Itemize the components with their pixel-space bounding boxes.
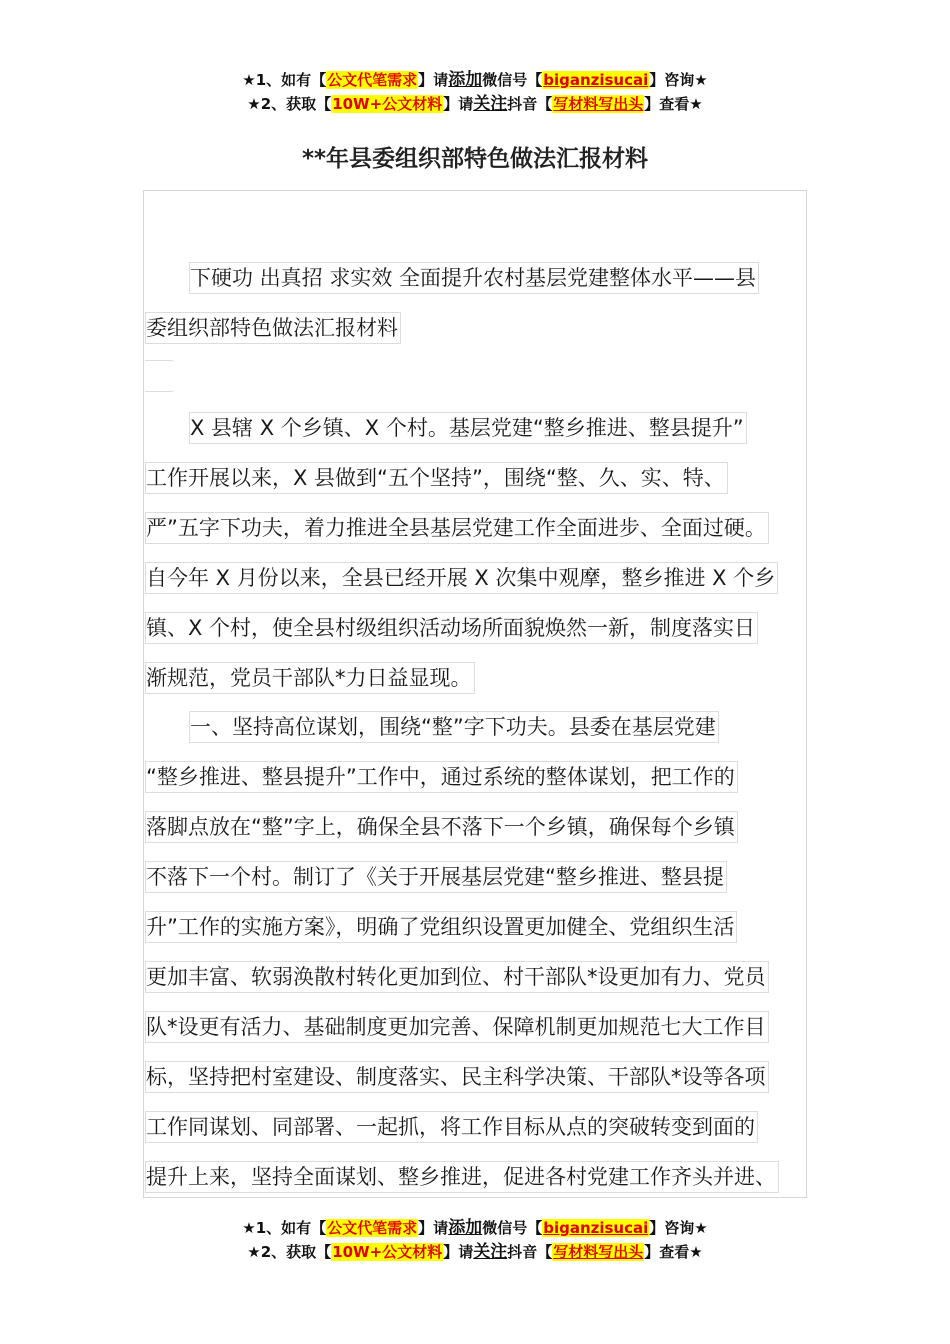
section-1-paragraph [145, 701, 805, 1201]
text-line-content: 更加丰富、软弱涣散村转化更加到位、村干部队*设更加有力、党员 [145, 961, 769, 993]
banner-text: 】请 [443, 95, 474, 113]
banner-text: 】请 [418, 71, 449, 89]
empty-line-marker [145, 360, 173, 392]
text-line [145, 1051, 805, 1101]
text-line-content: 镇、X 个村，使全县村级组织活动场所面貌焕然一新，制度落实日 [145, 612, 758, 644]
text-line-content: 工作同谋划、同部署、一起抓，将工作目标从点的突破转变到面的 [145, 1111, 758, 1143]
banner-text: 微信号【 [482, 71, 543, 89]
text-line-content: 队*设更有活力、基础制度更加完善、保障机制更加规范七大工作目 [145, 1011, 769, 1043]
text-line [145, 1151, 805, 1201]
wechat-id-highlight: biganzisucai [543, 71, 649, 89]
text-line-content: 不落下一个村。制订了《关于开展基层党建“整乡推进、整县提 [145, 861, 727, 893]
text-line-content: 工作开展以来，X 县做到“五个坚持”，围绕“整、久、实、特、 [145, 462, 728, 494]
text-line [145, 1001, 805, 1051]
document-title: **年县委组织部特色做法汇报材料 [301, 146, 649, 172]
text-line-content: 自今年 X 月份以来，全县已经开展 X 次集中观摩，整乡推进 X 个乡 [145, 562, 778, 594]
text-line-content: X 县辖 X 个乡镇、X 个村。基层党建“整乡推进、整县提升” [189, 412, 747, 444]
banner-underlined-text: 关注 [473, 94, 508, 114]
banner-text: 抖音【 [507, 1243, 553, 1261]
text-line [145, 452, 805, 502]
text-line-content: 提升上来，坚持全面谋划、整乡推进，促进各村党建工作齐头并进、 [145, 1161, 779, 1193]
text-line-content: 一、坚持高位谋划，围绕“整”字下功夫。县委在基层党建 [189, 711, 719, 743]
banner-text: 】咨询★ [649, 1219, 708, 1237]
text-line-content: 标，坚持把村室建设、制度落实、民主科学决策、干部队*设等各项 [145, 1061, 769, 1093]
text-line [145, 502, 805, 552]
banner-highlight: 10W+公文材料 [332, 1243, 443, 1261]
text-line-content: 升”工作的实施方案》，明确了党组织设置更加健全、党组织生活 [145, 911, 737, 943]
banner-text: 】查看★ [644, 1243, 703, 1261]
text-line [145, 701, 805, 751]
douyin-id-highlight: 写材料写出头 [553, 1243, 644, 1261]
wechat-id-highlight: biganzisucai [543, 1219, 649, 1237]
text-line [145, 851, 805, 901]
text-line-content: 严”五字下功夫，着力推进全县基层党建工作全面进步、全面过硬。 [145, 512, 769, 544]
banner-text: 微信号【 [482, 1219, 543, 1237]
text-line [145, 1101, 805, 1151]
bottom-banner [0, 1216, 950, 1264]
banner-text: 】咨询★ [649, 71, 708, 89]
text-line [145, 901, 805, 951]
banner-highlight: 10W+公文材料 [332, 95, 443, 113]
banner-text: ★1、如有【 [242, 71, 327, 89]
banner-text: ★1、如有【 [242, 1219, 327, 1237]
text-line [145, 252, 805, 302]
text-line [145, 801, 805, 851]
douyin-id-highlight: 写材料写出头 [553, 95, 644, 113]
heading-paragraph [145, 252, 805, 352]
banner-line-2 [0, 92, 950, 116]
text-line-content: 落脚点放在“整”字上，确保全县不落下一个乡镇，确保每个乡镇 [145, 811, 738, 843]
text-line-content: 下硬功 出真招 求实效 全面提升农村基层党建整体水平——县 [189, 262, 759, 294]
text-line [145, 402, 805, 452]
top-banner [0, 68, 950, 116]
text-line-content: 委组织部特色做法汇报材料 [145, 312, 401, 344]
banner-text: ★2、获取【 [247, 1243, 332, 1261]
banner-text: ★2、获取【 [247, 95, 332, 113]
banner-text: 】查看★ [644, 95, 703, 113]
banner-highlight: 公文代笔需求 [327, 71, 418, 89]
text-line [145, 602, 805, 652]
banner-underlined-text: 添加 [448, 1218, 483, 1238]
intro-paragraph [145, 402, 805, 702]
text-line-content: 渐规范，党员干部队*力日益显现。 [145, 662, 475, 694]
banner-line-2 [0, 1240, 950, 1264]
banner-text: 抖音【 [507, 95, 553, 113]
text-line [145, 751, 805, 801]
text-line [145, 652, 805, 702]
text-line [145, 302, 805, 352]
banner-highlight: 公文代笔需求 [327, 1219, 418, 1237]
banner-underlined-text: 添加 [448, 70, 483, 90]
banner-line-1 [0, 1216, 950, 1240]
banner-text: 】请 [418, 1219, 449, 1237]
text-line [145, 951, 805, 1001]
banner-line-1 [0, 68, 950, 92]
text-line [145, 552, 805, 602]
text-line-content: “整乡推进、整县提升”工作中，通过系统的整体谋划，把工作的 [145, 761, 738, 793]
banner-text: 】请 [443, 1243, 474, 1261]
banner-underlined-text: 关注 [473, 1242, 508, 1262]
